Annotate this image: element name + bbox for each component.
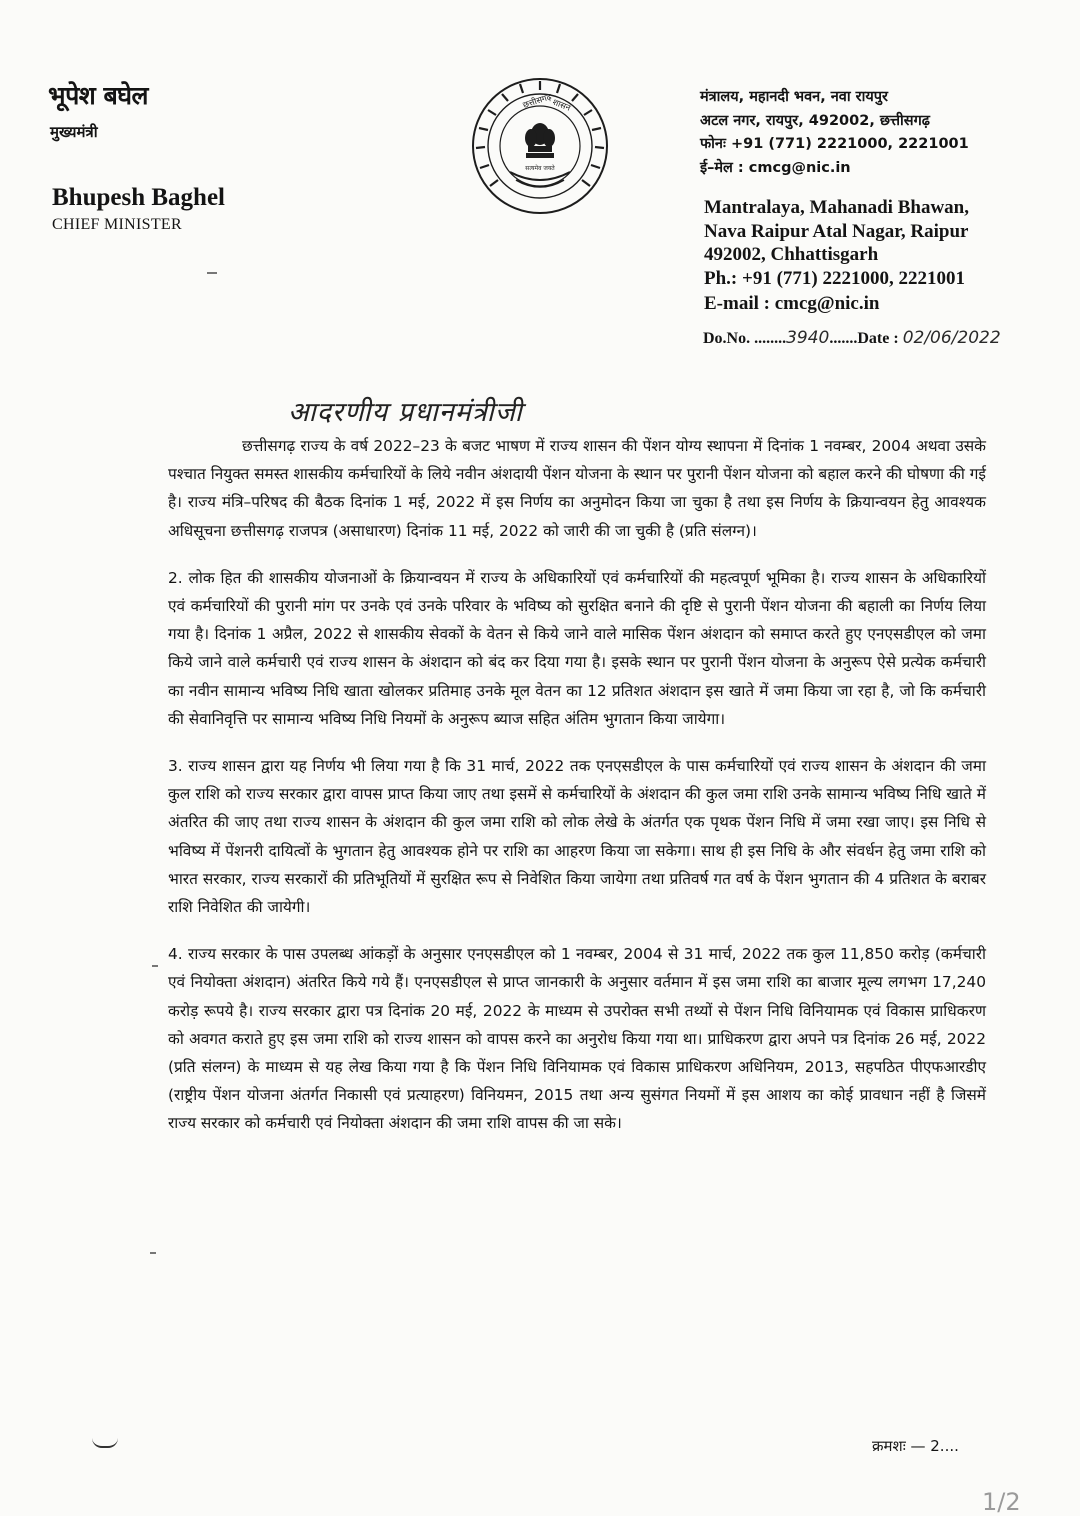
salutation: आदरणीय प्रधानमंत्रीजी bbox=[288, 397, 523, 428]
address-line: 492002, Chhattisgarh bbox=[704, 244, 879, 266]
letterhead-sender bbox=[48, 78, 368, 234]
reference-line bbox=[703, 328, 1001, 348]
paragraph: छत्तीसगढ़ राज्य के वर्ष 2022–23 के बजट भाषण में राज्य शासन की पेंशन योग्य स्थापना में दिनांक 1 नवम्बर, 2004 अथवा उसके पश्चात नियुक्त समस्त शासकीय कर्मचारियों के लिये नवीन अंशदायी पेंशन योजना के स्थान पर पुरानी पेंशन योजना को बहाल करने की घोषणा की गई है। राज्य मंत्रि–परिषद की बैठक दिनांक 1 मई, 2022 में इस निर्णय का अनुमोदन किया जा चुका है तथा इस निर्णय के क्रियान्वयन हेतु आवश्यक अधिसूचना छत्तीसगढ़ राजपत्र (असाधारण) दिनांक 11 मई, 2022 को जारी की जा चुकी है (प्रति संलग्न)। bbox=[168, 437, 986, 540]
address-line: Nava Raipur Atal Nagar, Raipur bbox=[704, 220, 969, 242]
date-value: 02/06/2022 bbox=[902, 328, 1001, 348]
address-line: मंत्रालय, महानदी भवन, नवा रायपुर bbox=[700, 89, 888, 105]
punch-mark bbox=[92, 1438, 118, 1448]
emblem-motto: सत्यमेव जयते bbox=[525, 165, 555, 172]
address-line: अटल नगर, रायपुर, 492002, छत्तीसगढ़ bbox=[700, 112, 930, 129]
sender-title-english: CHIEF MINISTER bbox=[52, 216, 182, 233]
svg-text:शासन: शासन bbox=[550, 97, 572, 114]
paragraph: 4. राज्य सरकार के पास उपलब्ध आंकड़ों के अनुसार एनएसडीएल को 1 नवम्बर, 2004 से 31 मार्च, 2022 तक कुल 11,850 करोड़ (कर्मचारी एवं नियोक्ता अंशदान) अंतरित किये गये हैं। एनएसडीएल से प्राप्त जानकारी के अनुसार वर्तमान में इस जमा राशि का बाजार मूल्य लगभग 17,240 करोड़ रूपये है। राज्य सरकार द्वारा पत्र दिनांक 20 मई, 2022 के माध्यम से उपरोक्त सभी तथ्यों से पेंशन निधि विनियामक एवं विकास प्राधिकरण को अवगत कराते हुए इस जमा राशि को राज्य शासन को वापस करने का अनुरोध किया गया था। प्राधिकरण द्वारा अपने पत्र दिनांक 26 मई, 2022 (प्रति संलग्न) के माध्यम से यह लेख किया गया है कि पेंशन निधि विनियामक एवं विकास प्राधिकरण अधिनियम, 2013, सहपठित पीएफआरडीए (राष्ट्रीय पेंशन योजना अंतर्गत निकासी एवं प्रत्याहरण) विनियमन, 2015 तथा अन्य सुसंगत नियमों में इस आशय का कोई प्रावधान नहीं है जिसमें राज्य सरकार को कर्मचारी एवं नियोक्ता अंशदान की जमा राशि वापस की जा सके। bbox=[168, 945, 986, 1133]
address-phone: Ph.: +91 (771) 2221000, 2221001 bbox=[704, 267, 965, 289]
address-english bbox=[704, 196, 1070, 316]
continued-note: क्रमशः — 2.... bbox=[872, 1437, 959, 1455]
sender-name-english: Bhupesh Baghel bbox=[52, 184, 225, 211]
letter-body bbox=[168, 432, 986, 1138]
address-phone: फोनः +91 (771) 2221000, 2221001 bbox=[700, 136, 969, 152]
date-label: .......Date : bbox=[829, 330, 899, 347]
address-line: Mantralaya, Mahanadi Bhawan, bbox=[704, 197, 969, 218]
paragraph: 2. लोक हित की शासकीय योजनाओं के क्रियान्वयन में राज्य के अधिकारियों एवं कर्मचारियों की महत्वपूर्ण भूमिका है। राज्य शासन के अधिकारियों एवं कर्मचारियों की पुरानी मांग पर उनके एवं उनके परिवार के भविष्य को सुरक्षित बनाने की दृष्टि से पुरानी पेंशन योजना की बहाली का निर्णय लिया गया है। दिनांक 1 अप्रैल, 2022 से शासकीय सेवकों के वेतन से किये जाने वाले मासिक पेंशन अंशदान को समाप्त करते हुए एनएसडीएल को जमा किये जाने वाले कर्मचारी एवं राज्य शासन के अंशदान को बंद कर दिया गया है। इसके स्थान पर पुरानी पेंशन योजना के अनुरूप ऐसे प्रत्येक कर्मचारी का नवीन सामान्य भविष्य निधि खाता खोलकर प्रतिमाह उनके मूल वेतन का 12 प्रतिशत अंशदान इस खाते में जमा किया जा रहा है, जो कि कर्मचारी की सेवानिवृत्ति पर सामान्य भविष्य निधि नियमों के अनुरूप ब्याज सहित अंतिम भुगतान किया जायेगा। bbox=[168, 568, 986, 728]
paragraph: 3. राज्य शासन द्वारा यह निर्णय भी लिया गया है कि 31 मार्च, 2022 तक एनएसडीएल के पास कर्मचारियों एवं राज्य शासन के अंशदान की जमा कुल राशि को राज्य सरकार द्वारा वापस प्राप्त किया जाए तथा इसमें से कर्मचारियों के अंशदान की कुल जमा राशि उनके सामान्य भविष्य निधि खाते में अंतरित की जाए तथा राज्य शासन के अंशदान की कुल जमा राशि को लोक लेखे के अंतर्गत एक पृथक पेंशन निधि में जमा रखा जाए। इस निधि से भविष्य में पेंशनरी दायित्वों के भुगतान हेतु आवश्यक होने पर राशि का आहरण किया जा सकेगा। साथ ही इस निधि के और संवर्धन हेतु जमा राशि को भारत सरकार, राज्य सरकारों की प्रतिभूतियों में सुरक्षित रूप से निवेशित किया जायेगा तथा प्रतिवर्ष गत वर्ष के पेंशन भुगतान की 4 प्रतिशत के बराबर राशि निवेशित की जायेगी। bbox=[168, 757, 986, 917]
scan-mark bbox=[152, 965, 158, 967]
emblem-ring-text: छत्तीसगढ़ bbox=[521, 92, 553, 111]
letterhead-address bbox=[700, 86, 1070, 316]
sender-title-hindi: मुख्यमंत्री bbox=[50, 123, 98, 141]
do-number: 3940 bbox=[786, 328, 830, 348]
scan-mark bbox=[207, 272, 217, 274]
page-number: 1/2 bbox=[982, 1488, 1021, 1516]
address-email: ई–मेल : cmcg@nic.in bbox=[700, 159, 851, 176]
sender-name-hindi: भूपेश बघेल bbox=[48, 81, 148, 110]
scan-mark bbox=[150, 1252, 156, 1254]
do-label: Do.No. ........ bbox=[703, 330, 787, 347]
address-email: E-mail : cmcg@nic.in bbox=[704, 293, 880, 315]
address-hindi bbox=[700, 86, 1070, 180]
state-emblem-icon bbox=[470, 76, 610, 216]
